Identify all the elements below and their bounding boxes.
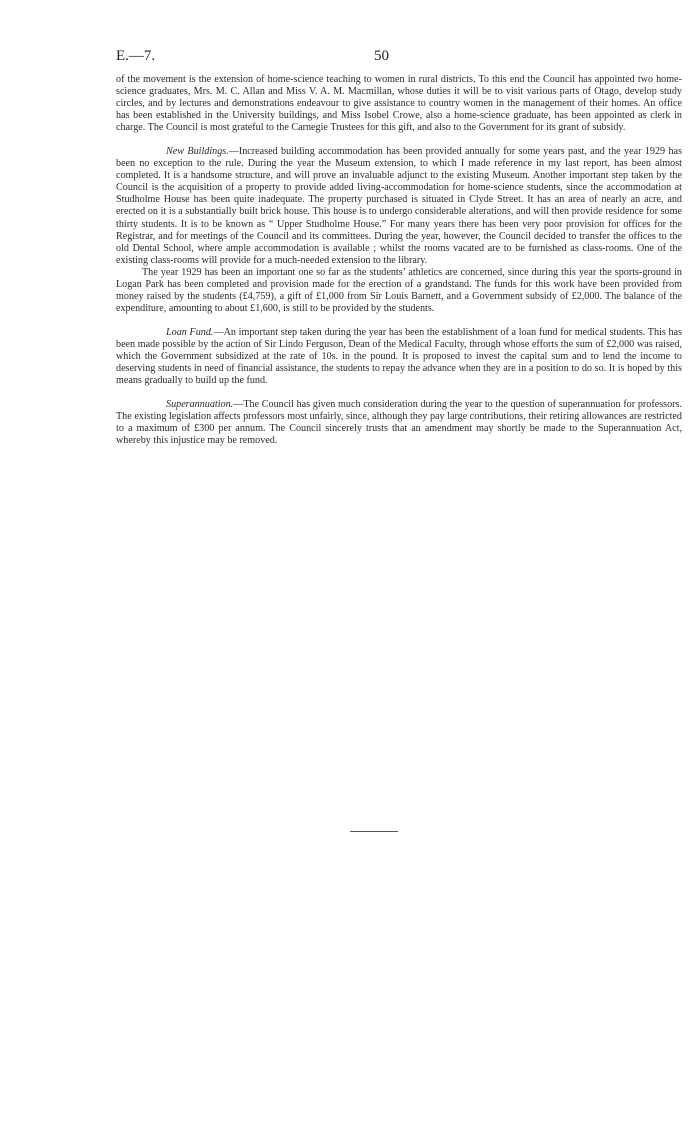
body-text — [116, 74, 682, 447]
section-heading-new-buildings: New Buildings. — [166, 146, 229, 158]
paragraph-text: The year 1929 has been an important one so far as the students’ athletics are concerned, since during this year the sports-ground in Logan Park has been completed and provision made for the erection of a grandstand. The funds for this work have been provided from money raised by the students (£4,759), a gift of £1,000 from Sir Louis Barnett, and a Government subsidy of £2,000. The balance of the expenditure, amounting to about £1,600, is still to be provided by the students. — [116, 266, 682, 314]
paragraph-text: —An important step taken during the year has been the establishment of a loan fund for medical students. This has been made possible by the action of Sir Lindo Ferguson, Dean of the Medical Faculty, through whose efforts the sum of £2,000 was raised, which the Government subsidized at the rate of 10s. in the pound. It is proposed to invest the capital sum and to lend the income to deserving students in need of financial assistance, the students to repay the advance when they are in a position to do so. It is hoped by this means gradually to build up the fund. — [116, 326, 682, 387]
page-header — [116, 48, 682, 68]
paragraph-athletics — [116, 267, 682, 315]
paragraph-new-buildings — [116, 146, 682, 266]
end-rule — [350, 831, 398, 832]
paragraph-loan-fund — [116, 327, 682, 387]
section-heading-superannuation: Superannuation. — [166, 399, 234, 411]
paragraph-text: of the movement is the extension of home-science teaching to women in rural districts. To this end the Council has appointed two home-science graduates, Mrs. M. C. Allan and Miss V. A. M. Macmillan, whose duties it will be to visit various parts of Otago, develop study circles, and by lectures and demonstrations endeavour to give assistance to country women in the management of their homes. An office has been established in the University buildings, and Miss Isobel Crowe, also a home-science graduate, has been appointed as clerk in charge. The Council is most grateful to the Carnegie Trustees for this gift, and also to the Government for its grant of subsidy. — [116, 74, 682, 134]
page-number: 50 — [374, 48, 389, 64]
document-reference: E.—7. — [116, 48, 156, 64]
paragraph-text: —The Council has given much consideration during the year to the question of superannuation for professors. The existing legislation affects professors most unfairly, since, although they pay large contributions, their retiring allowances are restricted to a maximum of £300 per annum. The Council sincerely trusts that an amendment may shortly be made to the Superannuation Act, whereby this injustice may be removed. — [116, 399, 682, 447]
document-page — [116, 48, 682, 447]
paragraph-superannuation — [116, 399, 682, 447]
section-heading-loan-fund: Loan Fund. — [166, 326, 214, 338]
paragraph-text: —Increased building accommodation has been provided annually for some years past, and the year 1929 has been no exception to the rule. During the year the Museum extension, to which I made reference in my last report, has been almost completed. It is a handsome structure, and will prove an invaluable adjunct to the existing Museum. Another important step taken by the Council is the acquisition of a property to provide added living-accommodation for home-science students, since the accommodation at Studholme House has been quite inadequate. The property purchased is situated in Clyde Street. It has an area of nearly an acre, and erected on it is a substantially built brick house. This house is to undergo considerable alterations, and will then provide residence for some thirty students. It is to be known as “ Upper Studholme House.” For many years there has been very poor provision for offices for the Registrar, and for meetings of the Council and its committees. During the year, however, the Council decided to transfer the offices to the old Dental School, where ample accommodation is available ; whilst the rooms vacated are to be furnished as class-rooms. One of the existing class-rooms will provide for a much-needed extension to the library. — [116, 146, 682, 266]
paragraph-home-science — [116, 74, 682, 134]
